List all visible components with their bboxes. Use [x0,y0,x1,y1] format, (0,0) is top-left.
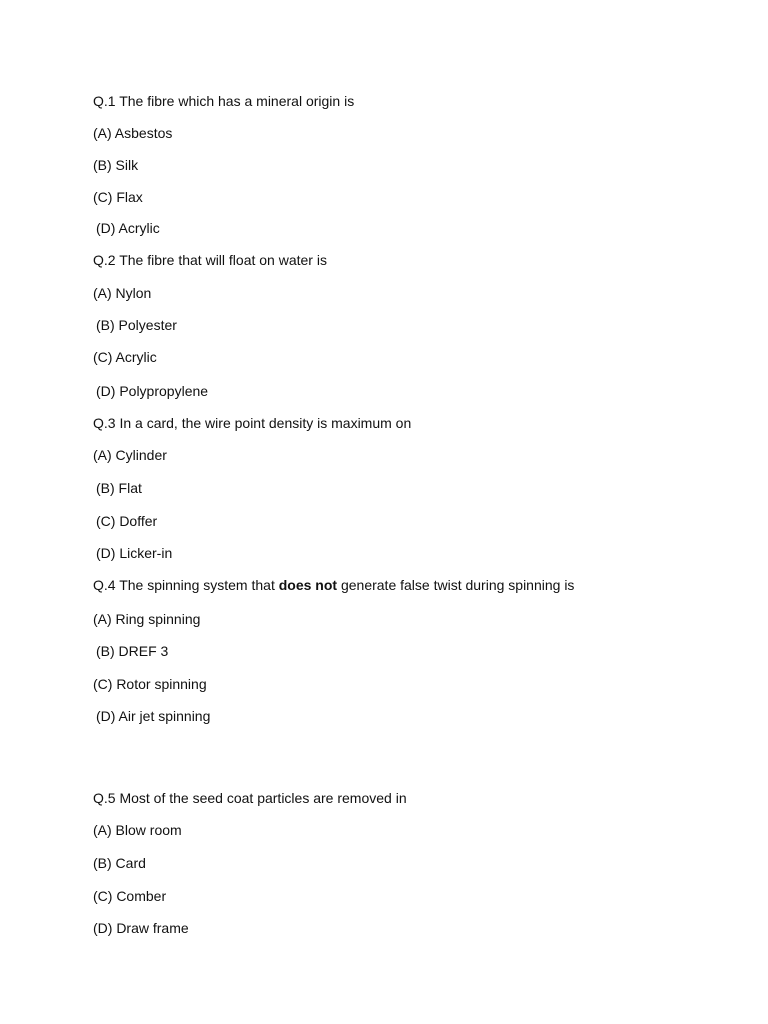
question-5-option-d: (D) Draw frame [93,920,189,936]
question-5-option-c: (C) Comber [93,888,167,904]
question-3-option-c: (C) Doffer [96,513,158,529]
question-2-stem: Q.2 The fibre that will float on water is [93,252,327,268]
question-2-option-d: (D) Polypropylene [96,383,209,399]
question-3-stem: Q.3 In a card, the wire point density is maximum on [93,415,412,431]
question-4-option-b: (B) DREF 3 [96,643,169,659]
question-4-option-a: (A) Ring spinning [93,611,201,627]
question-1-stem: Q.1 The fibre which has a mineral origin is [93,93,355,109]
question-5-option-b: (B) Card [93,855,146,871]
question-4-stem [93,576,574,594]
question-1-option-c: (C) Flax [93,189,143,205]
question-3-option-d: (D) Licker-in [96,545,173,561]
question-5-option-a: (A) Blow room [93,822,182,838]
question-1-option-d: (D) Acrylic [96,220,160,236]
question-3-option-a: (A) Cylinder [93,447,167,463]
question-5-stem: Q.5 Most of the seed coat particles are removed in [93,790,407,806]
question-4-option-d: (D) Air jet spinning [96,708,211,724]
question-3-option-b: (B) Flat [96,480,142,496]
question-2-option-b: (B) Polyester [96,317,177,333]
question-4-option-c: (C) Rotor spinning [93,676,207,692]
question-2-option-c: (C) Acrylic [93,349,157,365]
question-2-option-a: (A) Nylon [93,285,152,301]
question-4-stem-pre: Q.4 The spinning system that [93,577,279,593]
question-4-stem-post: generate false twist during spinning is [337,577,575,593]
question-4-stem-emphasis: does not [278,577,338,593]
question-1-option-b: (B) Silk [93,157,139,173]
question-1-option-a: (A) Asbestos [93,125,173,141]
